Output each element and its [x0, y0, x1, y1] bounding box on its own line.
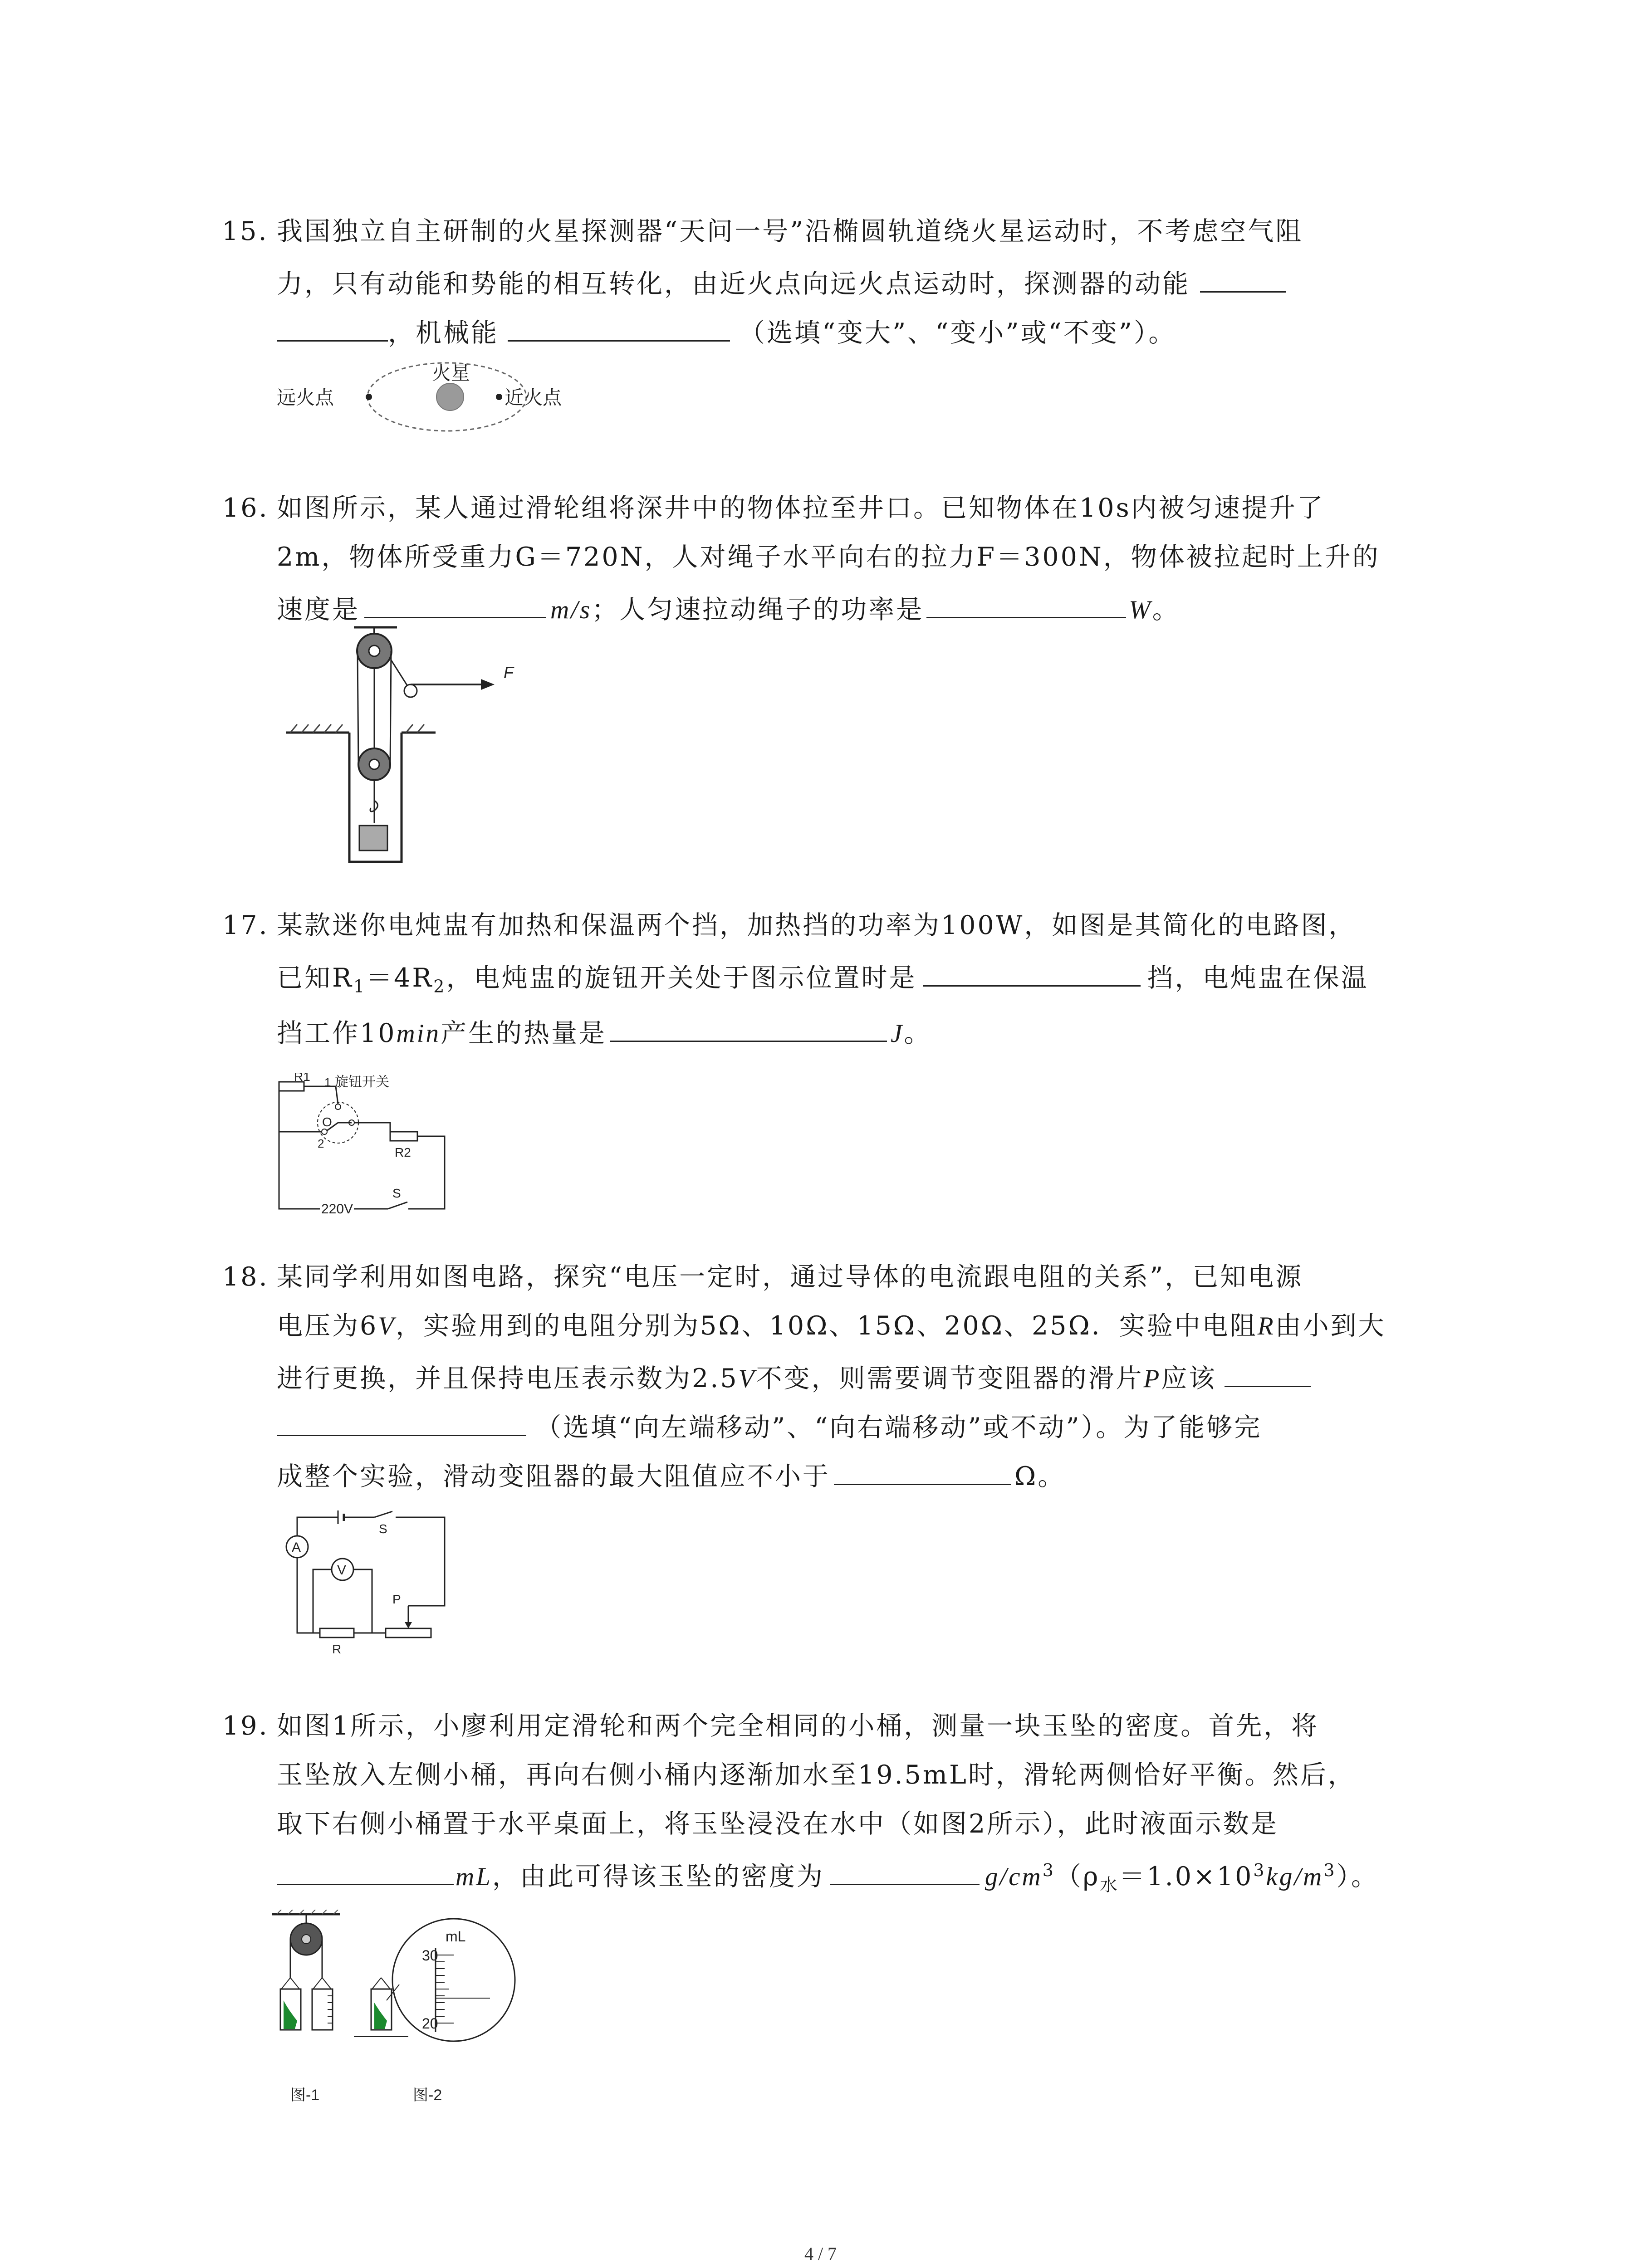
experiment-circuit-figure: [277, 1510, 458, 1660]
ammeter-label: A: [292, 1540, 301, 1555]
answer-blank[interactable]: [923, 956, 1141, 987]
ml-unit-label: mL: [446, 1928, 466, 1945]
subscript: 2: [433, 976, 446, 997]
punctuation: ）。: [1336, 1862, 1379, 1892]
mars-orbit-figure: [272, 361, 581, 442]
mars-label: 火星: [432, 362, 470, 384]
answer-blank[interactable]: [610, 1012, 887, 1042]
unit-label: Ω。: [1014, 1461, 1066, 1491]
question-text: 不变，则需要调节变阻器的滑片: [756, 1364, 1144, 1393]
question-text: 产生的热量是: [441, 1018, 607, 1048]
terminal-1-label: 1: [324, 1075, 331, 1089]
r1-label: R1: [294, 1073, 310, 1084]
far-point-dot: [366, 394, 372, 400]
answer-blank[interactable]: [277, 1855, 454, 1885]
superscript: 3: [1323, 1860, 1337, 1880]
punctuation: 。: [904, 1018, 932, 1048]
question-text: （选填“向左端移动”、“向右端移动”或不动”）。为了能够完: [535, 1413, 1262, 1442]
force-label: F: [504, 663, 514, 682]
question-text: 取下右侧小桶置于水平桌面上，将玉坠浸没在水中（如图2所示），此时液面示数是: [277, 1809, 1279, 1839]
question-text: 挡，电炖盅在保温: [1147, 963, 1369, 993]
answer-blank[interactable]: [926, 588, 1126, 618]
superscript: 3: [1042, 1860, 1055, 1880]
voltage-label: 220V: [321, 1202, 353, 1217]
question-text: ，电炖盅的旋钮开关处于图示位置时是: [446, 963, 917, 993]
near-point-dot: [496, 394, 502, 400]
answer-blank[interactable]: [1225, 1357, 1311, 1387]
r2-label: R2: [395, 1145, 411, 1159]
question-text: 挡工作10: [277, 1018, 397, 1048]
question-text: ＝4R: [366, 963, 434, 993]
unit-label: kg/m: [1266, 1862, 1324, 1891]
slider-p-label: P: [392, 1592, 401, 1606]
switch-s-label: S: [379, 1522, 387, 1536]
figure-1-caption: 图-1: [290, 2087, 320, 2104]
variable-label: P: [1143, 1364, 1161, 1393]
question-text: 如图所示，某人通过滑轮组将深井中的物体拉至井口。已知物体在10s内被匀速提升了: [277, 493, 1325, 523]
tick-30-label: 30: [422, 1947, 438, 1964]
pulley-well-figure: [281, 624, 544, 869]
question-number: 15.: [222, 216, 269, 246]
unit-label: J: [891, 1019, 904, 1048]
answer-blank[interactable]: [508, 311, 730, 342]
question-text: 进行更换，并且保持电压表示数为2.5: [277, 1364, 739, 1393]
cooker-circuit-figure: [272, 1073, 463, 1222]
far-point-label: 远火点: [277, 387, 334, 408]
question-text: 速度是: [277, 595, 360, 625]
question-text: ；人匀速拉动绳子的功率是: [592, 595, 924, 625]
question-text: 成整个实验，滑动变阻器的最大阻值应不小于: [277, 1461, 830, 1491]
jade-density-figure: [272, 1910, 526, 2109]
resistor-r-label: R: [332, 1642, 342, 1656]
question-text: ，实验用到的电阻分别为5Ω、10Ω、15Ω、20Ω、25Ω．实验中电阻: [396, 1311, 1258, 1341]
figure-2-caption: 图-2: [413, 2087, 442, 2104]
question-text: 某款迷你电炖盅有加热和保温两个挡，加热挡的功率为100W，如图是其简化的电路图，: [277, 910, 1357, 940]
unit-label: min: [396, 1019, 441, 1048]
near-point-label: 近火点: [505, 387, 562, 408]
variable-label: R: [1257, 1312, 1275, 1340]
question-text: 电压为6: [277, 1311, 378, 1341]
answer-blank[interactable]: [277, 1406, 526, 1436]
rheostat: [386, 1628, 431, 1637]
formula-text: ＝1.0×10: [1119, 1862, 1254, 1892]
answer-blank[interactable]: [830, 1855, 980, 1885]
question-text: 某同学利用如图电路，探究“电压一定时，通过导体的电流跟电阻的关系”，已知电源: [277, 1262, 1303, 1292]
question-text: 玉坠放入左侧小桶，再向右侧小桶内逐渐加水至19.5mL时，滑轮两侧恰好平衡。然后，: [277, 1760, 1356, 1790]
unit-label: V: [738, 1364, 756, 1393]
subscript: 水: [1100, 1875, 1119, 1895]
question-text: 如图1所示，小廖利用定滑轮和两个完全相同的小桶，测量一块玉坠的密度。首先，将: [277, 1711, 1319, 1741]
question-text: 已知R: [277, 963, 353, 993]
question-number: 16.: [222, 493, 269, 523]
question-text: ，机械能: [388, 318, 499, 348]
punctuation: 。: [1152, 595, 1180, 625]
question-text: 力，只有动能和势能的相互转化，由近火点向远火点运动时，探测器的动能: [277, 269, 1190, 299]
question-number: 18.: [222, 1262, 269, 1292]
question-text: 我国独立自主研制的火星探测器“天问一号”沿椭圆轨道绕火星运动时，不考虑空气阻: [277, 216, 1303, 246]
question-text: （选填“变大”、“变小”或“不变”）。: [739, 318, 1176, 348]
lifted-object: [359, 826, 387, 850]
mars-planet: [436, 383, 464, 411]
switch-s-label: S: [392, 1186, 401, 1200]
unit-label: V: [378, 1312, 396, 1340]
question-text: 应该: [1161, 1364, 1217, 1393]
unit-label: mL: [456, 1862, 492, 1891]
question-text: 由小到大: [1275, 1311, 1386, 1341]
answer-blank[interactable]: [834, 1455, 1011, 1485]
unit-label: m/s: [550, 596, 592, 624]
question-text: ，由此可得该玉坠的密度为: [492, 1862, 824, 1892]
answer-blank[interactable]: [1200, 262, 1286, 293]
subscript: 1: [353, 976, 367, 997]
answer-blank[interactable]: [364, 588, 546, 618]
unit-label: W: [1129, 596, 1152, 624]
unit-label: g/cm: [985, 1862, 1043, 1891]
answer-blank[interactable]: [277, 311, 388, 342]
page-number: 4 / 7: [804, 2244, 837, 2264]
resistor-r: [320, 1628, 354, 1637]
pivot-o-label: O: [322, 1115, 332, 1129]
question-number: 19.: [222, 1711, 269, 1741]
tick-20-label: 20: [422, 2015, 438, 2032]
question-text: 2m，物体所受重力G＝720N，人对绳子水平向右的拉力F＝300N，物体被拉起时上升的: [277, 542, 1380, 572]
question-number: 17.: [222, 910, 269, 940]
formula-text: （ρ: [1055, 1862, 1100, 1892]
superscript: 3: [1253, 1860, 1266, 1880]
terminal-2-label: 2: [318, 1137, 324, 1150]
voltmeter-label: V: [337, 1563, 347, 1578]
knob-switch-label: 旋钮开关: [335, 1075, 389, 1090]
